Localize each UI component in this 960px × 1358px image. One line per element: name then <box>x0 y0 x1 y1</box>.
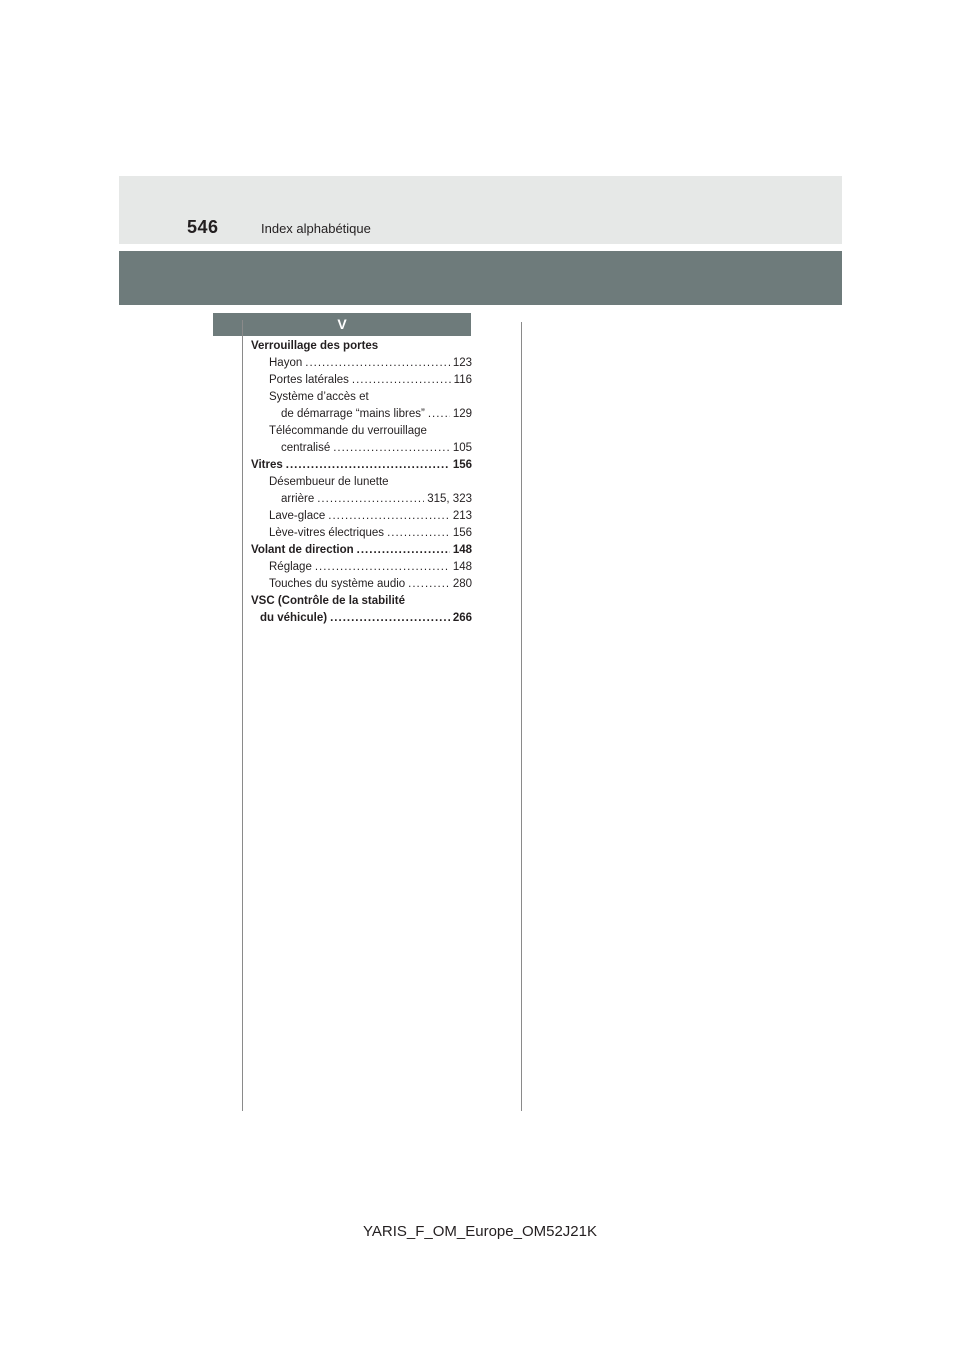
index-entry <box>251 355 472 372</box>
index-entry-text: Vitres <box>251 459 283 471</box>
dot-leader <box>286 457 450 474</box>
index-entry-page: 116 <box>453 374 472 386</box>
index-entry <box>251 457 472 474</box>
index-entry <box>251 406 472 423</box>
footer-document-code: YARIS_F_OM_Europe_OM52J21K <box>362 1223 597 1240</box>
header-band <box>119 176 842 244</box>
index-entry-page: 156 <box>452 459 472 471</box>
dot-leader <box>317 491 424 508</box>
index-entry-text: Système d’accès et <box>269 391 369 403</box>
index-entry-text: Hayon <box>269 357 303 369</box>
index-entry <box>251 389 472 406</box>
index-entry <box>251 525 472 542</box>
index-entry-page: 315, 323 <box>427 493 472 505</box>
index-entry <box>251 542 472 559</box>
dot-leader <box>387 525 450 542</box>
index-entry-page: 156 <box>452 527 472 539</box>
column-divider-right <box>521 322 522 1111</box>
column-divider-left <box>242 320 243 1111</box>
index-entry-page: 213 <box>452 510 472 522</box>
index-entry-page: 148 <box>452 561 472 573</box>
index-entry-text: de démarrage “mains libres” <box>281 408 425 420</box>
dot-leader <box>428 406 450 423</box>
index-entry <box>251 423 472 440</box>
dot-leader <box>333 440 450 457</box>
index-entry <box>251 338 472 355</box>
index-entry <box>251 440 472 457</box>
dot-leader <box>328 508 450 525</box>
index-entry <box>251 491 472 508</box>
index-entry-text: centralisé <box>281 442 331 454</box>
index-entries <box>251 338 472 627</box>
dot-leader <box>315 559 450 576</box>
page-number: 546 <box>187 217 219 237</box>
index-entry-page: 148 <box>452 544 472 556</box>
index-letter-heading: V <box>213 313 471 336</box>
header-dark-band <box>119 251 842 305</box>
index-entry <box>251 593 472 610</box>
index-entry-text: VSC (Contrôle de la stabilité <box>251 595 405 607</box>
index-entry <box>251 610 472 627</box>
index-entry-page: 129 <box>452 408 472 420</box>
section-title: Index alphabétique <box>261 221 371 236</box>
index-entry <box>251 576 472 593</box>
index-entry <box>251 372 472 389</box>
index-entry <box>251 508 472 525</box>
index-entry-page: 266 <box>452 612 472 624</box>
index-entry-page: 105 <box>452 442 472 454</box>
index-entry-text: Verrouillage des portes <box>251 340 379 352</box>
index-entry-page: 280 <box>452 578 472 590</box>
index-entry-text: Lave-glace <box>269 510 326 522</box>
index-entry-text: Lève-vitres électriques <box>269 527 385 539</box>
dot-leader <box>352 372 451 389</box>
dot-leader <box>330 610 450 627</box>
index-entry <box>251 559 472 576</box>
index-entry-text: Portes latérales <box>269 374 349 386</box>
index-entry-text: Réglage <box>269 561 312 573</box>
index-entry-text: arrière <box>281 493 315 505</box>
dot-leader <box>408 576 450 593</box>
index-entry-text: Désembueur de lunette <box>269 476 389 488</box>
index-entry-text: Volant de direction <box>251 544 354 556</box>
index-entry <box>251 474 472 491</box>
dot-leader <box>357 542 450 559</box>
index-entry-page: 123 <box>452 357 472 369</box>
dot-leader <box>305 355 450 372</box>
index-entry-text: Touches du système audio <box>269 578 406 590</box>
index-entry-text: Télécommande du verrouillage <box>269 425 427 437</box>
index-entry-text: du véhicule) <box>260 612 328 624</box>
